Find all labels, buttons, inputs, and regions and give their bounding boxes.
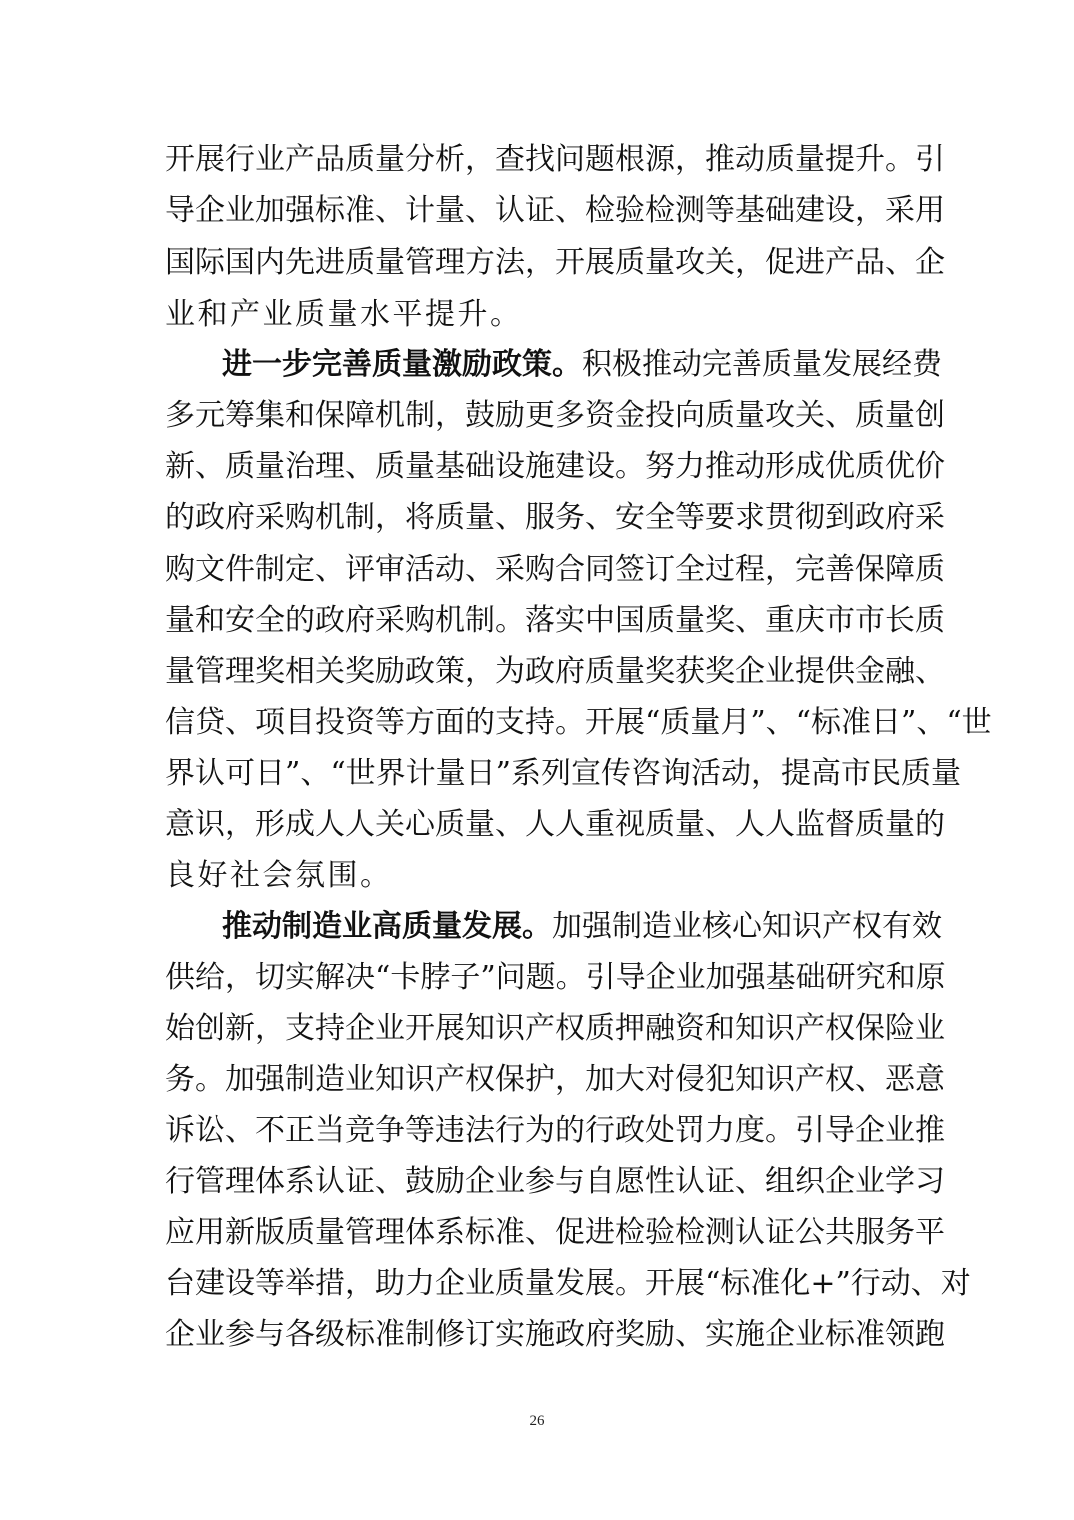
paragraph-2-line-1: 积极推动完善质量发展经费 bbox=[582, 347, 942, 382]
paragraph-3-line-9: 企业参与各级标准制修订实施政府奖励、实施企业标准领跑 bbox=[165, 1317, 945, 1352]
paragraph-2-line-6: 量和安全的政府采购机制。落实中国质量奖、重庆市市长质 bbox=[165, 603, 945, 638]
paragraph-1-line-3: 国际国内先进质量管理方法，开展质量攻关，促进产品、企 bbox=[165, 245, 945, 280]
paragraph-1-line-4: 业和产业质量水平提升。 bbox=[165, 297, 523, 332]
paragraph-1-line-1: 开展行业产品质量分析，查找问题根源，推动质量提升。引 bbox=[165, 142, 945, 177]
paragraph-2-first-line bbox=[222, 340, 942, 390]
paragraph-2-line-11: 良好社会氛围。 bbox=[165, 858, 393, 893]
paragraph-3-line-2: 供给，切实解决“卡脖子”问题。引导企业加强基础研究和原 bbox=[165, 960, 946, 995]
paragraph-3-line-6: 行管理体系认证、鼓励企业参与自愿性认证、组织企业学习 bbox=[165, 1164, 945, 1199]
paragraph-2-line-4: 的政府采购机制，将质量、服务、安全等要求贯彻到政府采 bbox=[165, 500, 945, 535]
page-number: 26 bbox=[529, 1413, 545, 1429]
paragraph-3-first-line bbox=[222, 902, 942, 952]
paragraph-2-line-2: 多元筹集和保障机制，鼓励更多资金投向质量攻关、质量创 bbox=[165, 398, 945, 433]
paragraph-3-line-5: 诉讼、不正当竞争等违法行为的行政处罚力度。引导企业推 bbox=[165, 1113, 945, 1148]
paragraph-1-line-2: 导企业加强标准、计量、认证、检验检测等基础建设，采用 bbox=[165, 193, 945, 228]
paragraph-2-line-7: 量管理奖相关奖励政策，为政府质量奖获奖企业提供金融、 bbox=[165, 654, 945, 689]
paragraph-3-line-8: 台建设等举措，助力企业质量发展。开展“标准化+”行动、对 bbox=[165, 1266, 971, 1301]
paragraph-2-line-10: 意识，形成人人关心质量、人人重视质量、人人监督质量的 bbox=[165, 807, 945, 842]
paragraph-3-line-3: 始创新，支持企业开展知识产权质押融资和知识产权保险业 bbox=[165, 1011, 945, 1046]
paragraph-2-line-5: 购文件制定、评审活动、采购合同签订全过程，完善保障质 bbox=[165, 552, 945, 587]
paragraph-3-heading: 推动制造业高质量发展。 bbox=[222, 909, 552, 944]
paragraph-2-line-9: 界认可日”、“世界计量日”系列宣传咨询活动，提高市民质量 bbox=[165, 756, 962, 791]
paragraph-2-line-8: 信贷、项目投资等方面的支持。开展“质量月”、“标准日”、“世 bbox=[165, 705, 992, 740]
paragraph-3-line-1: 加强制造业核心知识产权有效 bbox=[552, 909, 942, 944]
paragraph-2-line-3: 新、质量治理、质量基础设施建设。努力推动形成优质优价 bbox=[165, 449, 945, 484]
paragraph-2-heading: 进一步完善质量激励政策。 bbox=[222, 347, 582, 382]
paragraph-3-line-7: 应用新版质量管理体系标准、促进检验检测认证公共服务平 bbox=[165, 1215, 945, 1250]
paragraph-3-line-4: 务。加强制造业知识产权保护，加大对侵犯知识产权、恶意 bbox=[165, 1062, 945, 1097]
